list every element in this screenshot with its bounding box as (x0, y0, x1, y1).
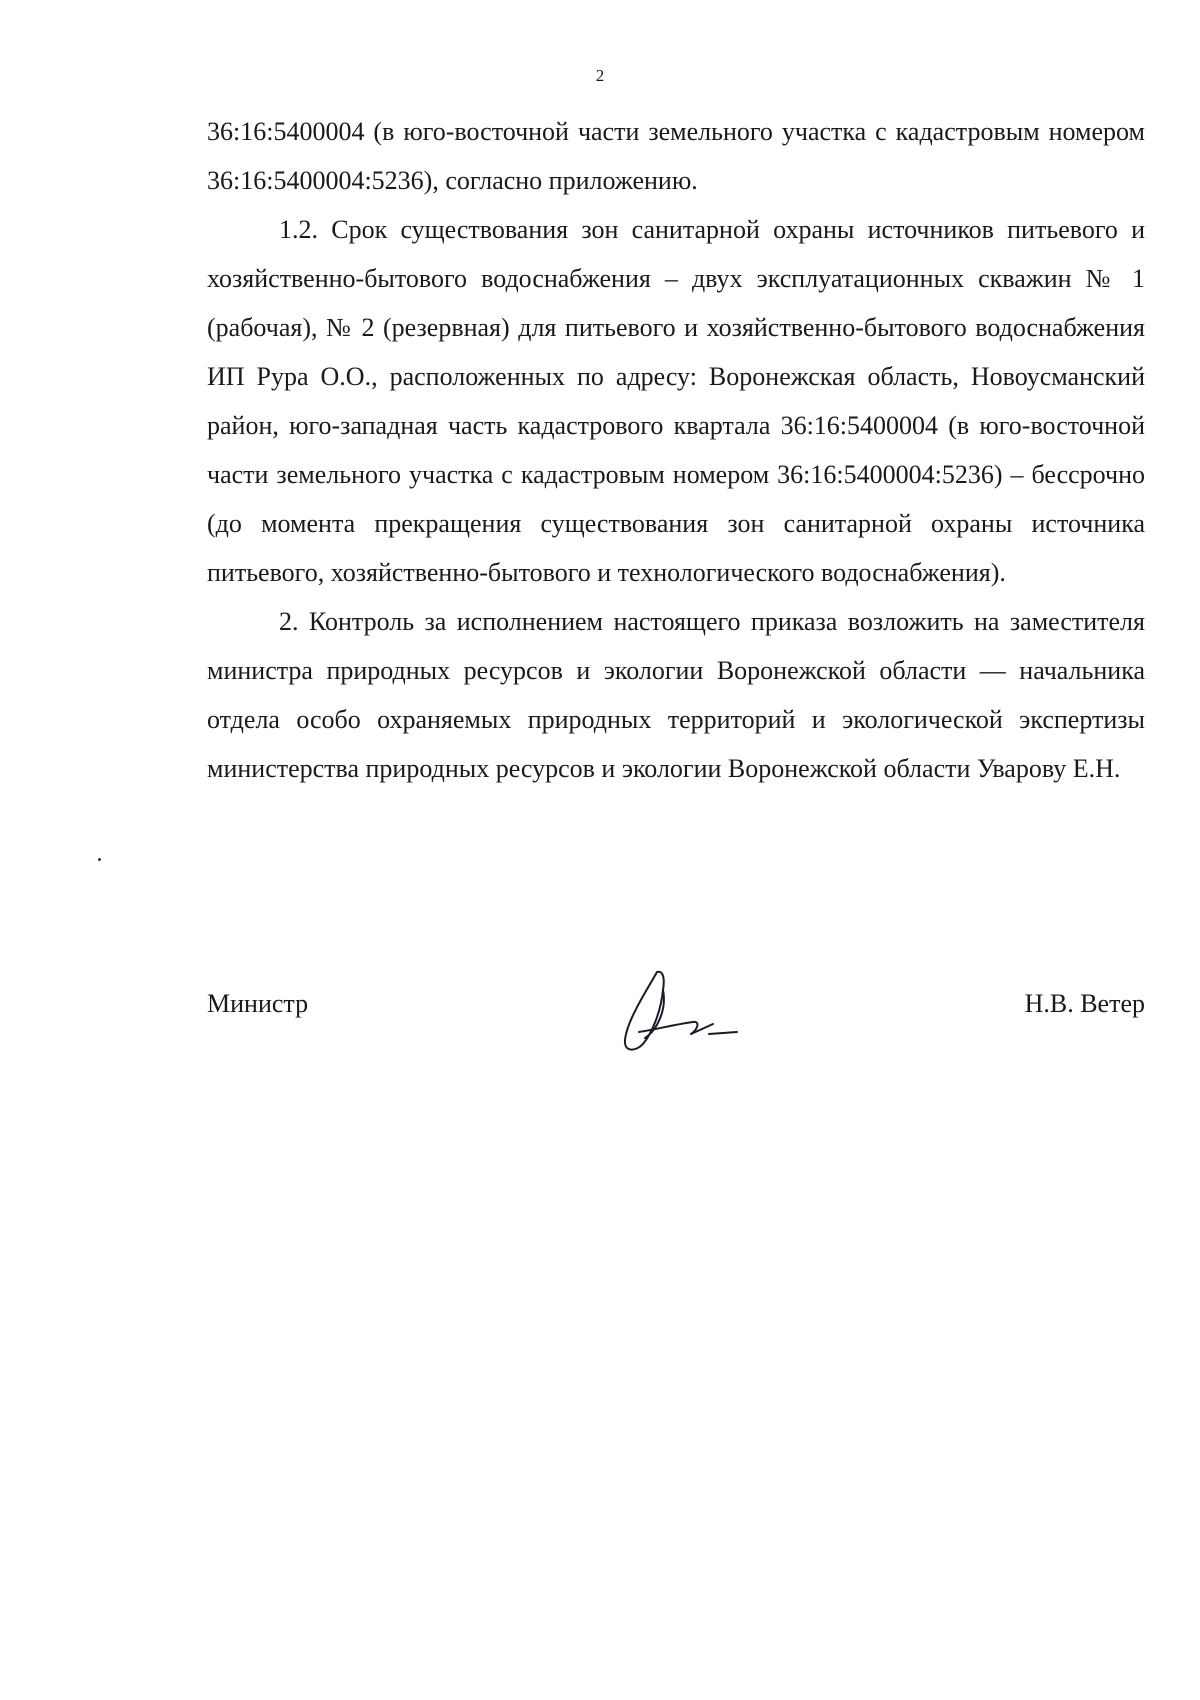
paragraph-continuation: 36:16:5400004 (в юго-восточной части земельного участка с кадастровым номером 36:16:5400004:5236), согласно приложению. (207, 117, 1145, 195)
document-body (207, 107, 1145, 793)
scan-speck (98, 858, 101, 861)
paragraph-1-2: 1.2. Срок существования зон санитарной охраны источников питьевого и хозяйственно-бытового водоснабжения – двух эксплуатационных скважин № 1 (рабочая), № 2 (резервная) для питьевого и хозяйственно-бытового водоснабжения ИП Рура О.О., расположенных по адресу: Воронежская область, Новоусманский район, юго-западная часть кадастрового квартала 36:16:5400004 (в юго-восточной части земельного участка с кадастровым номером 36:16:5400004:5236) – бессрочно (до момента прекращения существования зон санитарной охраны источника питьевого, хозяйственно-бытового и технологического водоснабжения). (207, 215, 1145, 587)
page-number: 2 (595, 66, 605, 85)
handwritten-signature-icon (597, 960, 747, 1060)
signatory-name: Н.В. Ветер (1024, 989, 1145, 1018)
paragraph-2: 2. Контроль за исполнением настоящего приказа возложить на заместителя министра природных ресурсов и экологии Воронежской области — начальника отдела особо охраняемых природных территорий и экологической экспертизы министерства природных ресурсов и экологии Воронежской области Уварову Е.Н. (207, 607, 1145, 783)
signature-block (207, 960, 1145, 1070)
signatory-title: Министр (207, 989, 309, 1018)
